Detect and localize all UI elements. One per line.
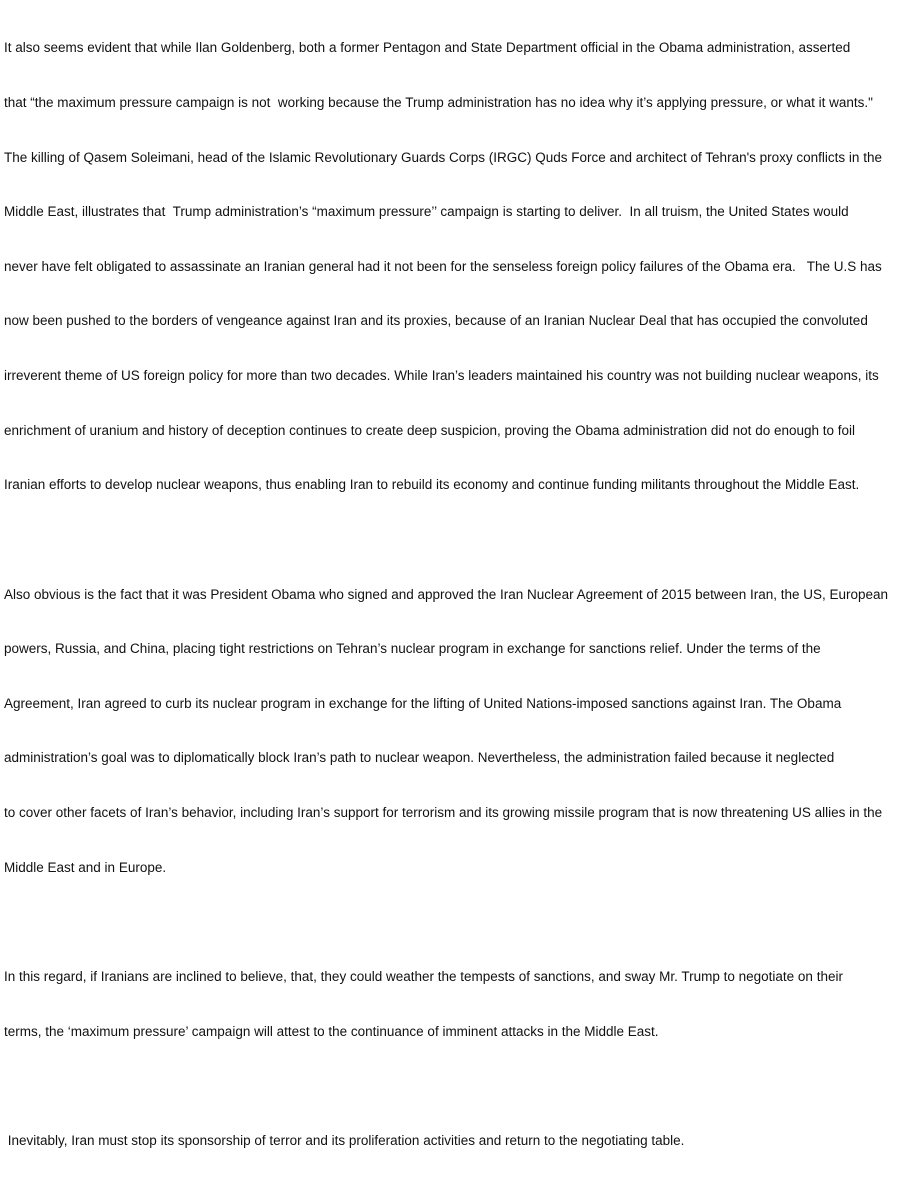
text-line: now been pushed to the borders of vengeance against Iran and its proxies, because of an Iranian Nuclear Deal that has occupied the convoluted [4,313,868,329]
text-line: administration’s goal was to diplomatically block Iran’s path to nuclear weapon. Nevertheless, the administration failed because it neglected [4,750,835,766]
paragraph-3 [4,932,900,1078]
text-line: never have felt obligated to assassinate an Iranian general had it not been for the senseless foreign policy failures of the Obama era. The U.S has [4,258,882,274]
text-line: powers, Russia, and China, placing tight restrictions on Tehran’s nuclear program in exchange for sanctions relief. Under the terms of the [4,641,821,657]
text-line: to cover other facets of Iran’s behavior, including Iran’s support for terrorism and its growing missile program that is now threatening US allies in the [4,804,883,820]
text-line: Agreement, Iran agreed to curb its nuclear program in exchange for the lifting of United Nations-imposed sanctions against Iran. The Obama [4,695,842,711]
document-body [4,3,900,1186]
paragraph-4 [4,1095,900,1186]
text-line: Iranian efforts to develop nuclear weapons, thus enabling Iran to rebuild its economy and continue funding militants throughout the Middle East. [4,477,860,493]
text-line: that “the maximum pressure campaign is not working because the Trump administration has no idea why it’s applying pressure, or what it wants." [4,95,873,110]
text-line: In this regard, if Iranians are inclined to believe, that, they could weather the tempests of sanctions, and sway Mr. Trump to negotiate on their [4,968,843,984]
paragraph-2 [4,549,900,913]
text-line: Middle East and in Europe. [4,859,167,875]
text-line: enrichment of uranium and history of deception continues to create deep suspicion, proving the Obama administration did not do enough to foil [4,422,856,438]
text-line: irreverent theme of US foreign policy for more than two decades. While Iran’s leaders maintained his country was not building nuclear weapons, its [4,367,879,383]
text-line: It also seems evident that while Ilan Goldenberg, both a former Pentagon and State Department official in the Obama administration, asserted [4,40,851,56]
paragraph-spacer [4,1077,900,1095]
text-line: Inevitably, Iran must stop its sponsorship of terror and its proliferation activities and return to the negotiating table. [4,1132,685,1148]
text-line: The killing of Qasem Soleimani, head of the Islamic Revolutionary Guards Corps (IRGC) Quds Force and architect of Tehran's proxy conflicts in the [4,149,882,165]
text-line: terms, the ‘maximum pressure’ campaign will attest to the continuance of imminent attacks in the Middle East. [4,1023,659,1039]
paragraph-spacer [4,913,900,931]
paragraph-1 [4,3,900,531]
paragraph-spacer [4,531,900,549]
text-line: Also obvious is the fact that it was President Obama who signed and approved the Iran Nuclear Agreement of 2015 between Iran, the US, European [4,586,889,602]
text-line: Middle East, illustrates that Trump administration’s “maximum pressure’’ campaign is starting to deliver. In all truism, the United States would [4,204,849,220]
